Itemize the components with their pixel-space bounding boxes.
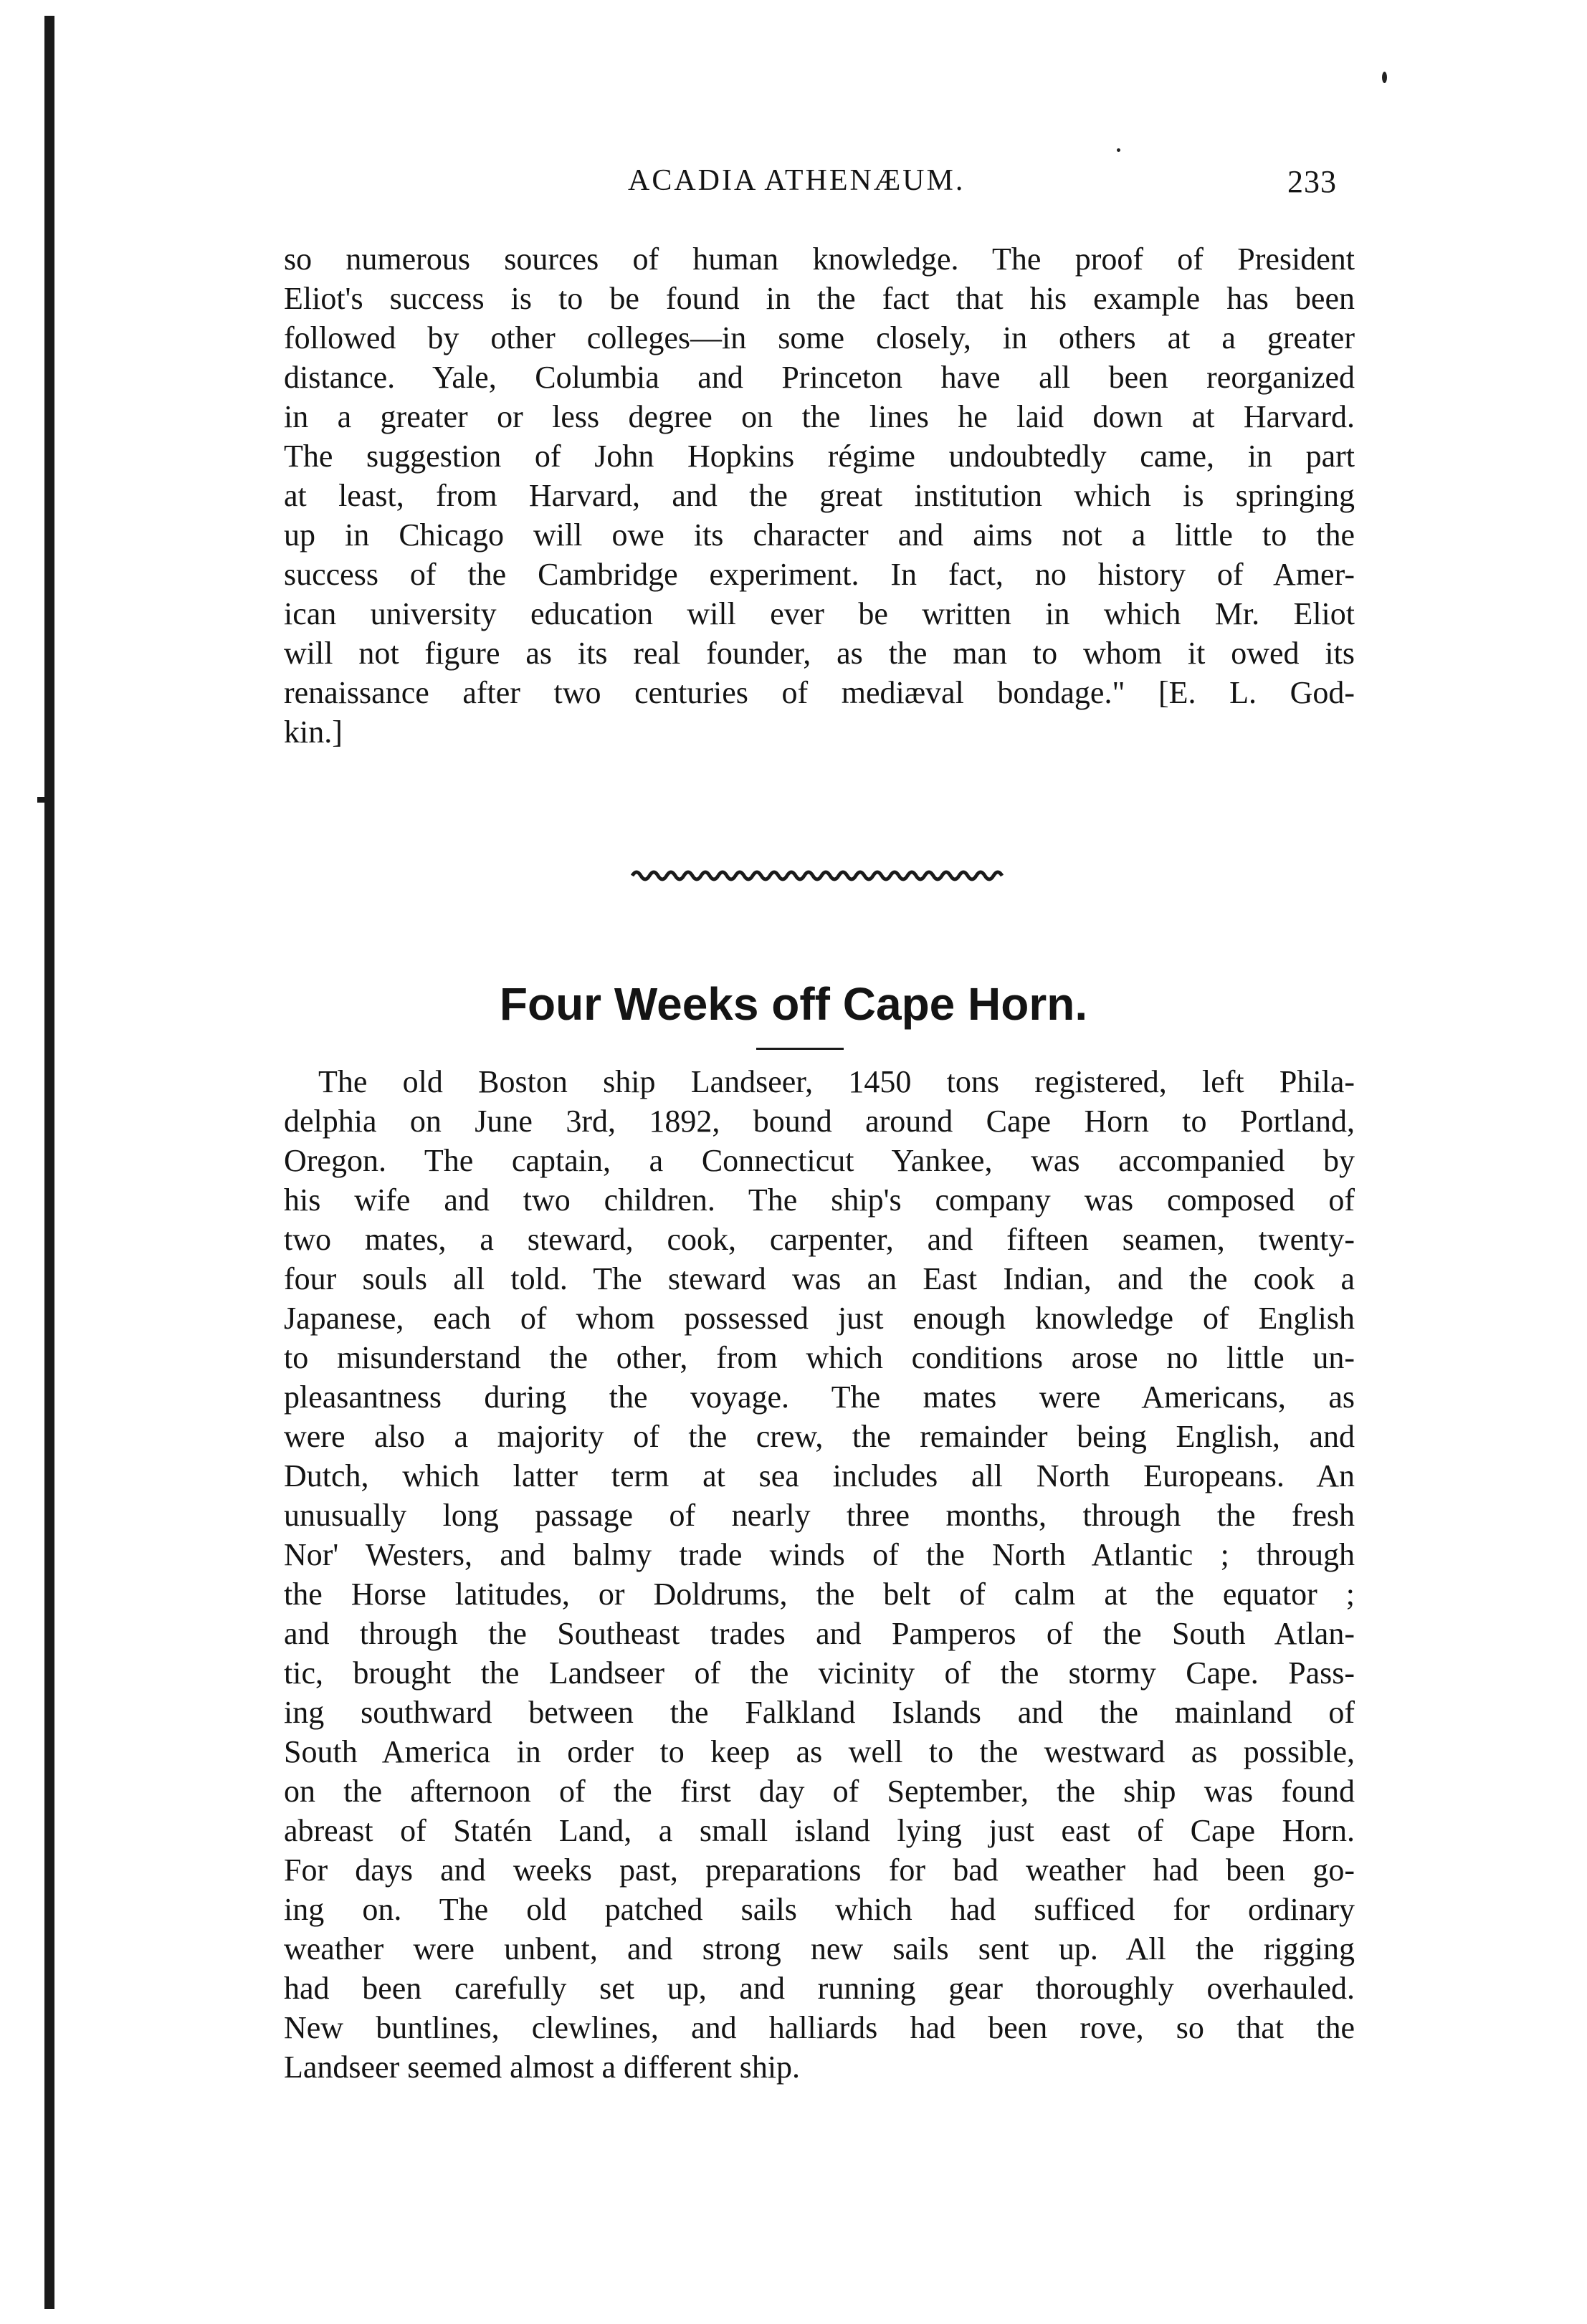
text-line: renaissance after two centuries of mediæval bondage." [E. L. God-	[284, 675, 1355, 710]
text-line: Landseer seemed almost a different ship.	[284, 2050, 801, 2085]
text-line: followed by other colleges—in some closely, in others at a greater	[284, 320, 1355, 355]
text-line: For days and weeks past, preparations for bad weather had been go-	[284, 1852, 1355, 1888]
text-line: and through the Southeast trades and Pamperos of the South Atlan-	[284, 1616, 1355, 1651]
text-line: so numerous sources of human knowledge. The proof of President	[284, 242, 1355, 277]
text-line: ican university education will ever be written in which Mr. Eliot	[284, 596, 1355, 631]
page-number: 233	[1287, 164, 1337, 199]
text-line: distance. Yale, Columbia and Princeton have all been reorganized	[284, 360, 1355, 395]
text-line: will not figure as its real founder, as the man to whom it owed its	[284, 636, 1355, 671]
continued-paragraph	[284, 239, 1355, 752]
text-line: had been carefully set up, and running gear thoroughly overhauled.	[284, 1971, 1355, 2006]
text-line: Japanese, each of whom possessed just enough knowledge of English	[284, 1301, 1355, 1336]
ornamental-divider	[631, 866, 1004, 881]
text-line: Oregon. The captain, a Connecticut Yankee, was accompanied by	[284, 1143, 1355, 1178]
text-line: The suggestion of John Hopkins régime undoubtedly came, in part	[284, 439, 1355, 474]
text-line: at least, from Harvard, and the great institution which is springing	[284, 478, 1355, 513]
text-line: Dutch, which latter term at sea includes all North Europeans. An	[284, 1458, 1355, 1493]
text-line: the Horse latitudes, or Doldrums, the belt of calm at the equator ;	[284, 1577, 1355, 1612]
text-line: pleasantness during the voyage. The mates were Americans, as	[284, 1379, 1355, 1415]
text-line: success of the Cambridge experiment. In fact, no history of Amer-	[284, 557, 1355, 592]
binding-mark	[37, 797, 54, 803]
text-line: on the afternoon of the first day of September, the ship was found	[284, 1774, 1355, 1809]
text-line: were also a majority of the crew, the remainder being English, and	[284, 1419, 1355, 1454]
binding-edge	[44, 16, 54, 2309]
text-line: New buntlines, clewlines, and halliards had been rove, so that the	[284, 2010, 1355, 2045]
running-head: ACADIA ATHENÆUM.	[628, 164, 966, 197]
text-line: South America in order to keep as well to the westward as possible,	[284, 1734, 1355, 1769]
article-title: Four Weeks off Cape Horn.	[499, 978, 1088, 1030]
text-line: two mates, a steward, cook, carpenter, and fifteen seamen, twenty-	[284, 1222, 1355, 1257]
text-line: kin.]	[284, 714, 343, 750]
text-line: The old Boston ship Landseer, 1450 tons registered, left Phila-	[318, 1064, 1355, 1099]
text-line: his wife and two children. The ship's company was composed of	[284, 1182, 1355, 1218]
print-speck	[1117, 148, 1120, 152]
print-speck	[1382, 72, 1387, 83]
text-line: in a greater or less degree on the lines he laid down at Harvard.	[284, 399, 1355, 434]
text-line: up in Chicago will owe its character and aims not a little to the	[284, 517, 1355, 553]
text-line: delphia on June 3rd, 1892, bound around Cape Horn to Portland,	[284, 1104, 1355, 1139]
text-line: Nor' Westers, and balmy trade winds of the North Atlantic ; through	[284, 1537, 1355, 1572]
text-line: four souls all told. The steward was an East Indian, and the cook a	[284, 1261, 1355, 1296]
text-line: Eliot's success is to be found in the fact that his example has been	[284, 281, 1355, 316]
text-line: abreast of Statén Land, a small island lying just east of Cape Horn.	[284, 1813, 1355, 1848]
text-line: ing southward between the Falkland Islands and the mainland of	[284, 1695, 1355, 1730]
text-line: ing on. The old patched sails which had sufficed for ordinary	[284, 1892, 1355, 1927]
text-line: to misunderstand the other, from which conditions arose no little un-	[284, 1340, 1355, 1375]
title-rule	[756, 1048, 844, 1050]
text-line: weather were unbent, and strong new sails sent up. All the rigging	[284, 1931, 1355, 1966]
article-body	[284, 1062, 1355, 2087]
text-line: unusually long passage of nearly three months, through the fresh	[284, 1498, 1355, 1533]
text-line: tic, brought the Landseer of the vicinity of the stormy Cape. Pass-	[284, 1655, 1355, 1691]
